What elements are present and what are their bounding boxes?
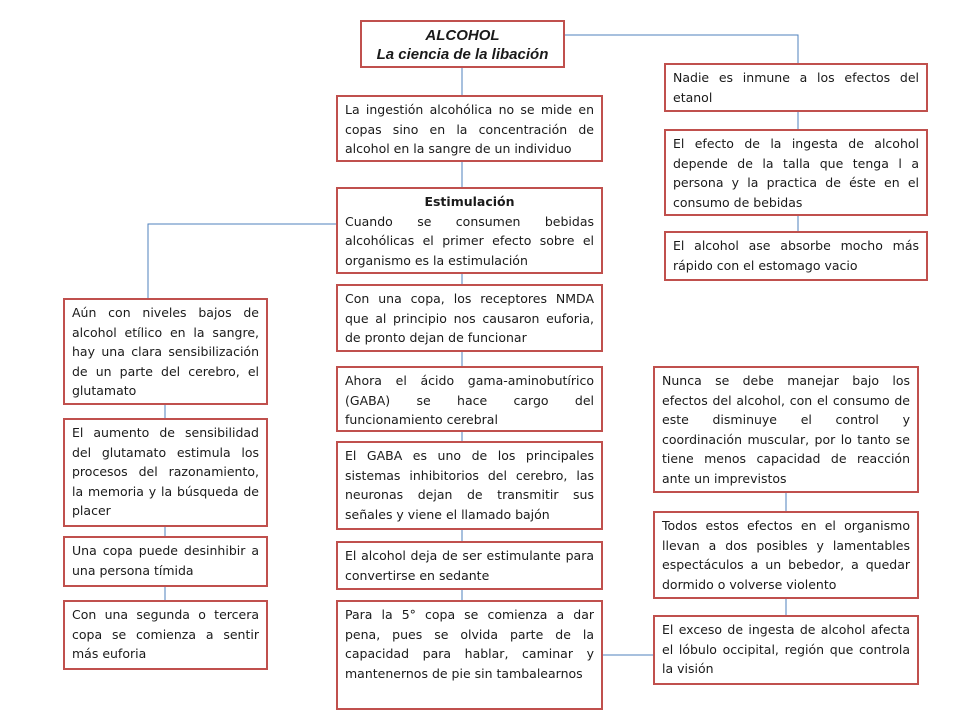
- stimulation-heading: Estimulación: [424, 194, 515, 209]
- box-text: Una copa puede desinhibir a una persona tímida: [72, 543, 259, 578]
- right-box-size: [664, 129, 928, 216]
- center-box-gaba: [336, 366, 603, 432]
- left-box-euphoria: [63, 600, 268, 670]
- box-text: Nunca se debe manejar bajo los efectos del alcohol, con el consumo de este disminuye el control y coordinación muscular, por lo tanto se tiene menos capacidad de reacción ante un imprevistos: [662, 373, 910, 486]
- box-text: Cuando se consumen bebidas alcohólicas el primer efecto sobre el organismo es la estimulación: [345, 213, 594, 268]
- box-text: El efecto de la ingesta de alcohol depende de la talla que tenga l a persona y la practica de éste en el consumo de bebidas: [673, 136, 919, 210]
- box-text: La ingestión alcohólica no se mide en copas sino en la concentración de alcohol en la sangre de un individuo: [345, 102, 594, 156]
- main-title-box: [360, 20, 565, 68]
- right-box-effects: [653, 511, 919, 599]
- box-text: El GABA es uno de los principales sistemas inhibitorios del cerebro, las neuronas dejan de transmitir sus señales y viene el llamado bajón: [345, 448, 594, 522]
- box-text: El alcohol ase absorbe mocho más rápido con el estomago vacio: [673, 238, 919, 273]
- main-subtitle: La ciencia de la libación: [376, 46, 549, 63]
- right-box-driving: [653, 366, 919, 493]
- box-text: Para la 5° copa se comienza a dar pena, pues se olvida parte de la capacidad para hablar, caminar y mantenernos de pie sin tambalearnos: [345, 607, 594, 681]
- center-box-nmda: [336, 284, 603, 352]
- right-box-immune: [664, 63, 928, 112]
- box-text: Nadie es inmune a los efectos del etanol: [673, 70, 919, 105]
- center-box-sedative: [336, 541, 603, 590]
- box-text: Ahora el ácido gama-aminobutírico (GABA) se hace cargo del funcionamiento cerebral: [345, 373, 594, 427]
- left-box-sensitivity: [63, 418, 268, 527]
- center-box-gaba-inhibitory: [336, 441, 603, 530]
- connector: [148, 224, 336, 298]
- center-box-stimulation: [336, 187, 603, 274]
- center-box-fifth-drink: [336, 600, 603, 710]
- box-text: El alcohol deja de ser estimulante para convertirse en sedante: [345, 548, 594, 583]
- left-box-glutamate: [63, 298, 268, 405]
- main-title: ALCOHOL: [425, 27, 500, 44]
- left-box-disinhibit: [63, 536, 268, 587]
- box-text: El exceso de ingesta de alcohol afecta el lóbulo occipital, región que controla la visión: [662, 622, 910, 676]
- box-text: Con una copa, los receptores NMDA que al principio nos causaron euforia, de pronto dejan de funcionar: [345, 291, 594, 345]
- box-text: Con una segunda o tercera copa se comienza a sentir más euforia: [72, 607, 259, 661]
- box-text: El aumento de sensibilidad del glutamato estimula los procesos del razonamiento, la memoria y la búsqueda de placer: [72, 425, 259, 518]
- box-text: Aún con niveles bajos de alcohol etílico en la sangre, hay una clara sensibilización de un parte del cerebro, el glutamato: [72, 305, 259, 398]
- center-box-concentration: [336, 95, 603, 162]
- right-box-occipital: [653, 615, 919, 685]
- connector: [565, 35, 798, 63]
- right-box-empty-stomach: [664, 231, 928, 281]
- box-text: Todos estos efectos en el organismo llevan a dos posibles y lamentables espectáculos a un bebedor, a quedar dormido o volverse violento: [662, 518, 910, 592]
